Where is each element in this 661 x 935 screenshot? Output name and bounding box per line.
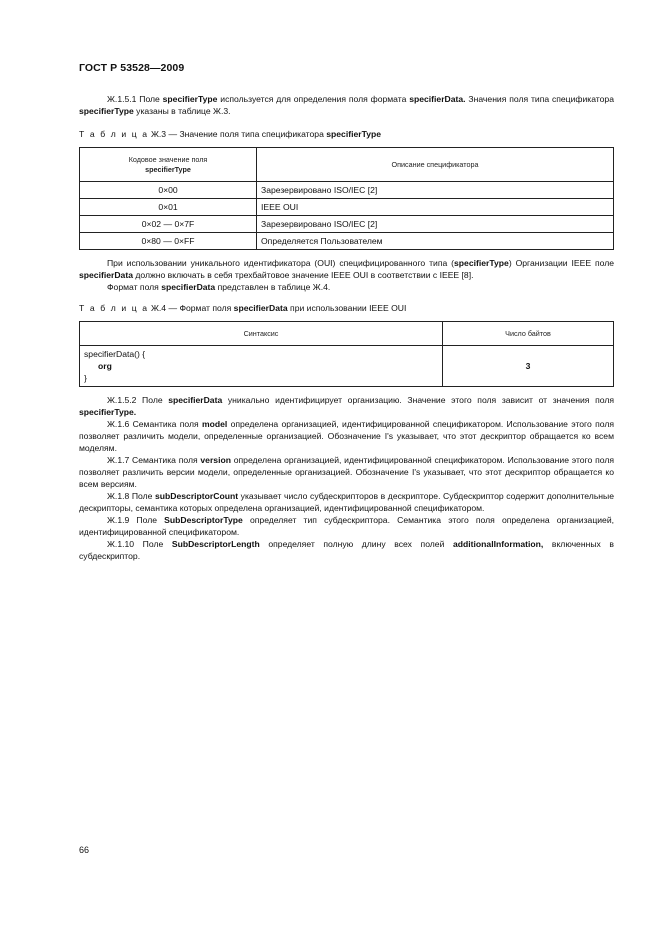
table-row [80,233,614,250]
paragraph-model: Ж.1.6 Семантика поля model определена организацией, идентифицированной спецификатором. Использование этого поля позволяет различить модели, определенные организацией. Обозначение I's указывает, что этот дескриптор обращается ко всем моделям. [79,419,614,453]
table-zh3 [79,147,614,250]
table-row [80,199,614,216]
table-header-cell: Синтаксис [80,322,443,346]
table-caption-zh4: Т а б л и ц а Ж.4 — Формат поля specifierData при использовании IEEE OUI [79,303,407,313]
paragraph-subdescriptor-type: Ж.1.9 Поле SubDescriptorType определяет тип субдескриптора. Семантика этого поля определена организацией, идентифицированной спецификатором. [79,515,615,537]
document-header: ГОСТ Р 53528—2009 [79,62,185,74]
paragraph-specifier-type: Ж.1.5.1 Поле specifierType используется для определения поля формата specifierData. Значения поля типа спецификатора specifierType указаны в таблице Ж.3. [79,94,614,116]
page-content [79,93,614,562]
table-header-cell: Описание спецификатора [257,148,614,182]
table-header-row [80,322,614,346]
table-row [80,182,614,199]
table-header-cell: Кодовое значение поля specifierType [80,148,257,182]
syntax-line: specifierData() { [84,349,146,359]
table-header-row [80,148,614,182]
page-number: 66 [79,845,90,855]
syntax-line: org [98,361,112,371]
paragraph-oui: При использовании уникального идентификатора (OUI) специфицированного типа (specifierType) Организации IEEE поле specifierData должно включать в себя трехбайтовое значение IEEE OUI в соответствии с IEEE [8]. [79,258,614,280]
paragraph-subdescriptor-count: Ж.1.8 Поле subDescriptorCount указывает число субдескрипторов в дескрипторе. Субдескриптор содержит дополнительные дескрипторы, семантика которых определена организацией, идентифицированной спецификатором. [79,491,614,513]
table-cell: 0×02 — 0×7F [80,216,257,233]
table-cell: 0×01 [80,199,257,216]
bytes-cell: 3 [443,346,614,387]
syntax-line: } [84,373,87,383]
table-cell: IEEE OUI [257,199,614,216]
paragraph-subdescriptor-length: Ж.1.10 Поле SubDescriptorLength определяет полную длину всех полей additionalInformation, включенных в субдескриптор. [79,539,614,561]
table-cell: Зарезервировано ISO/IEC [2] [257,182,614,199]
table-cell: 0×00 [80,182,257,199]
table-cell: 0×80 — 0×FF [80,233,257,250]
paragraph-specifier-data: Ж.1.5.2 Поле specifierData уникально идентифицирует организацию. Значение этого поля зависит от значения поля specifierType. [79,395,614,417]
table-cell: Зарезервировано ISO/IEC [2] [257,216,614,233]
table-cell: Определяется Пользователем [257,233,614,250]
table-header-cell: Число байтов [443,322,614,346]
syntax-cell [80,346,443,387]
table-row [80,346,614,387]
table-caption-zh3: Т а б л и ц а Ж.3 — Значение поля типа спецификатора specifierType [79,129,382,139]
paragraph-format-ref: Формат поля specifierData представлен в таблице Ж.4. [107,282,331,292]
table-row [80,216,614,233]
table-zh4 [79,321,614,387]
paragraph-version: Ж.1.7 Семантика поля version определена организацией, идентифицированной спецификатором. Использование этого поля позволяет различить версии модели, определенные организацией. Обозначение I's указывает, что этот дескриптор обращается ко всем версиям. [79,455,614,489]
